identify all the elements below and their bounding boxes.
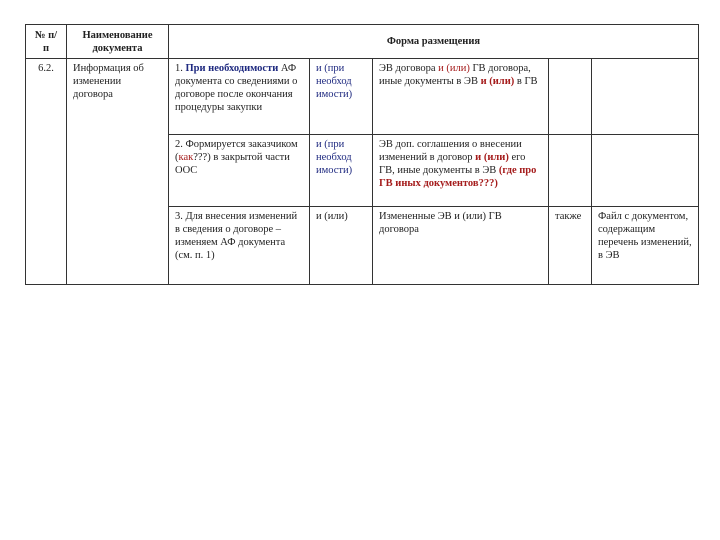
table-row xyxy=(26,59,699,135)
row-doc-name: Информация об изменении договора xyxy=(67,59,169,285)
header-placement-form: Форма размещения xyxy=(169,25,699,59)
cell-subrow2-condition: и (при необход имости) xyxy=(310,135,373,207)
cell-subrow2-form xyxy=(373,135,549,207)
cell-subrow1-extra xyxy=(549,59,592,135)
cell-subrow3-condition: и (или) xyxy=(310,207,373,285)
subrow2-form-c: его ГВ, иные документы в ЭВ xyxy=(379,152,526,176)
subrow1-form-a: ЭВ договора xyxy=(379,63,436,74)
cell-subrow3-also: также xyxy=(549,207,592,285)
subrow1-form-d: и (или) xyxy=(480,76,515,87)
header-num: № п/п xyxy=(26,25,67,59)
subrow1-form-b: и (или) xyxy=(438,63,470,74)
cell-subrow3-desc: 3. Для внесения изменений в сведения о договоре – изменяем АФ документа (см. п. 1) xyxy=(169,207,310,285)
subrow2-form-d: (где про ГВ иных документов???) xyxy=(379,165,537,189)
cell-subrow1-form xyxy=(373,59,549,135)
subrow1-number: 1. xyxy=(175,63,183,74)
cell-subrow2-extra xyxy=(549,135,592,207)
subrow1-bold-text: При необходимости xyxy=(185,63,279,74)
cell-subrow2-note xyxy=(592,135,699,207)
subrow2-desc-a: 2. Формируется заказчиком ( xyxy=(175,139,298,163)
placement-table xyxy=(25,24,699,285)
subrow2-desc-b: как xyxy=(178,152,194,163)
subrow1-text: АФ документа со сведениями о договоре после окончания процедуры закупки xyxy=(175,63,298,113)
cell-subrow2-desc xyxy=(169,135,310,207)
subrow1-form-c: ГВ договора, иные документы в ЭВ xyxy=(379,63,531,87)
subrow2-form-b: и (или) xyxy=(475,152,509,163)
cell-subrow3-note: Файл с документом, содержащим перечень изменений, в ЭВ xyxy=(592,207,699,285)
cell-subrow1-note xyxy=(592,59,699,135)
subrow1-form-e: в ГВ xyxy=(516,76,538,87)
header-doc-name: Наименование документа xyxy=(67,25,169,59)
table-header-row xyxy=(26,25,699,59)
subrow2-form-a: ЭВ доп. соглашения о внесении изменений в договор xyxy=(379,139,522,163)
cell-subrow1-desc xyxy=(169,59,310,135)
row-num: 6.2. xyxy=(26,59,67,285)
subrow2-desc-c: ???) в закрытой части ООС xyxy=(175,152,290,176)
cell-subrow3-form: Измененные ЭВ и (или) ГВ договора xyxy=(373,207,549,285)
cell-subrow1-condition: и (при необход имости) xyxy=(310,59,373,135)
